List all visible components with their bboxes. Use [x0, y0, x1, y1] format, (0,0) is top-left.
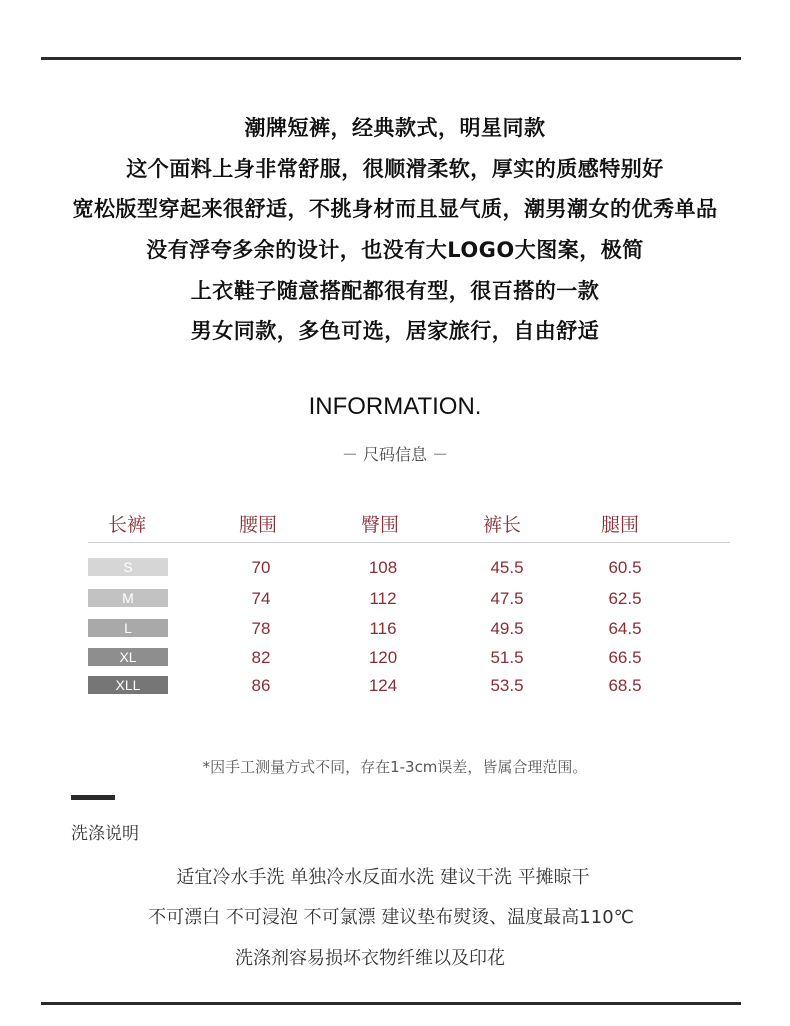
waist-value: 82	[251, 648, 271, 667]
bottom-divider	[41, 1002, 741, 1005]
length-value: 49.5	[490, 619, 524, 638]
size-row	[88, 648, 730, 668]
intro-line: 没有浮夸多余的设计，也没有大LOGO大图案，极简	[146, 238, 644, 263]
thigh-value: 64.5	[608, 619, 642, 638]
size-badge: XLL	[88, 676, 168, 694]
length-value: 53.5	[490, 676, 524, 695]
hip-value: 112	[369, 589, 397, 608]
wash-instruction-line: 洗涤剂容易损坏衣物纤维以及印花	[235, 948, 505, 969]
header-waist: 腰围	[239, 514, 278, 536]
header-thigh: 腿围	[601, 514, 640, 536]
hip-value: 124	[368, 676, 398, 695]
length-value: 47.5	[490, 589, 524, 608]
intro-line: 男女同款，多色可选，居家旅行，自由舒适	[190, 319, 600, 344]
intro-line: 潮牌短裤，经典款式，明星同款	[244, 116, 546, 140]
measurement-note: *因手工测量方式不同，存在1-3cm误差，皆属合理范围。	[202, 758, 588, 776]
thigh-value: 62.5	[608, 589, 642, 608]
product-intro	[0, 108, 790, 352]
size-row	[88, 619, 730, 639]
wash-section-marker	[71, 795, 115, 800]
wash-instruction-line: 适宜冷水手洗 单独冷水反面水洗 建议干洗 平摊晾干	[176, 867, 590, 888]
size-badge: L	[88, 619, 168, 637]
size-chart-header	[88, 510, 730, 543]
waist-value: 86	[251, 676, 271, 695]
header-type: 长裤	[108, 514, 147, 536]
size-row	[88, 676, 730, 696]
wash-instruction-line: 不可漂白 不可浸泡 不可氯漂 建议垫布熨烫、温度最高110℃	[148, 907, 634, 928]
information-heading: INFORMATION.	[308, 393, 482, 420]
intro-line: 这个面料上身非常舒服，很顺滑柔软，厚实的质感特别好	[126, 156, 664, 181]
length-value: 51.5	[490, 648, 524, 667]
hip-value: 116	[369, 619, 397, 638]
waist-value: 70	[251, 558, 271, 577]
intro-line: 上衣鞋子随意搭配都很有型，很百搭的一款	[190, 278, 600, 303]
thigh-value: 60.5	[608, 558, 642, 577]
wash-instructions-title: 洗涤说明	[71, 824, 139, 844]
intro-line: 宽松版型穿起来很舒适，不挑身材而且显气质，潮男潮女的优秀单品	[72, 197, 718, 222]
header-hip: 臀围	[361, 514, 400, 536]
waist-value: 74	[251, 589, 271, 608]
size-chart	[88, 510, 730, 695]
length-value: 45.5	[490, 558, 524, 577]
top-divider	[41, 57, 741, 60]
size-badge: M	[88, 589, 168, 607]
thigh-value: 66.5	[608, 648, 642, 667]
size-badge: XL	[88, 648, 168, 666]
size-row	[88, 558, 730, 578]
hip-value: 108	[368, 558, 398, 577]
waist-value: 78	[251, 619, 271, 638]
size-badge: S	[88, 558, 168, 576]
size-info-subheading: － 尺码信息 －	[341, 445, 449, 464]
hip-value: 120	[368, 648, 398, 667]
size-row	[88, 589, 730, 609]
thigh-value: 68.5	[608, 676, 642, 695]
header-length: 裤长	[483, 514, 522, 536]
